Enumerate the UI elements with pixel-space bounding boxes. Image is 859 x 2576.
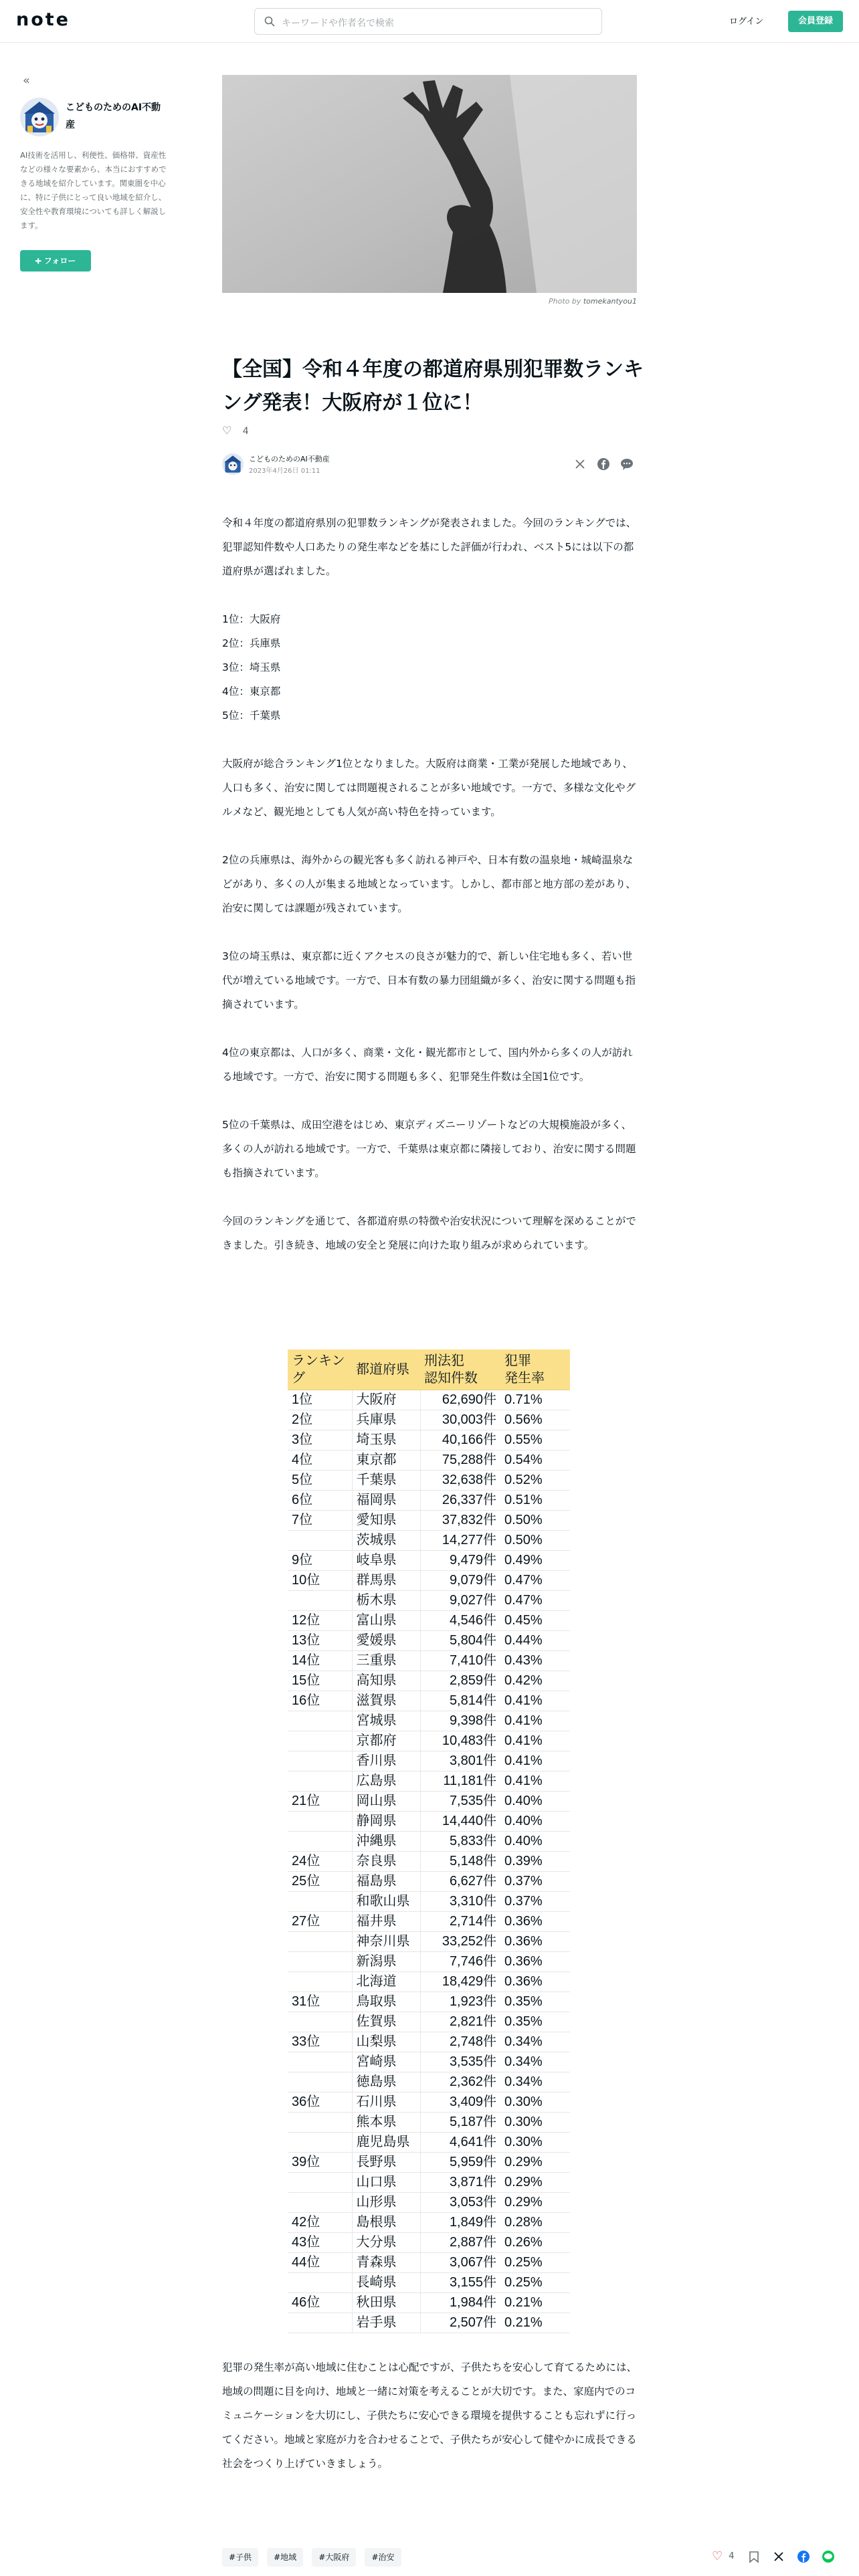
table-row — [288, 1691, 570, 1711]
byline-author-name[interactable]: こどものためのAI不動産 — [249, 455, 330, 463]
cell-prefecture: 鳥取県 — [352, 1992, 420, 2012]
cell-crime-count: 40,166件 — [420, 1430, 500, 1450]
cell-rank: 12位 — [288, 1610, 352, 1630]
table-row — [288, 2072, 570, 2092]
cell-prefecture: 佐賀県 — [352, 2012, 420, 2032]
cell-crime-rate: 0.45% — [500, 1610, 570, 1630]
cell-crime-rate: 0.40% — [500, 1811, 570, 1831]
table-row — [288, 1811, 570, 1831]
cell-rank — [288, 1891, 352, 1911]
cell-crime-rate: 0.28% — [500, 2212, 570, 2232]
photo-credit-prefix: Photo by — [548, 297, 581, 306]
cell-rank — [288, 1731, 352, 1751]
tag-chip[interactable]: #大阪府 — [312, 2548, 356, 2567]
cell-rank — [288, 1931, 352, 1951]
header-prefecture: 都道府県 — [352, 1350, 420, 1390]
cell-rank: 36位 — [288, 2092, 352, 2112]
cell-rank — [288, 1811, 352, 1831]
table-row — [288, 1510, 570, 1530]
cell-crime-count: 62,690件 — [420, 1390, 500, 1410]
cell-rank: 31位 — [288, 1992, 352, 2012]
table-row — [288, 1711, 570, 1731]
table-row — [288, 1992, 570, 2012]
table-row — [288, 1951, 570, 1971]
cell-crime-rate: 0.30% — [500, 2092, 570, 2112]
cell-crime-rate: 0.40% — [500, 1831, 570, 1851]
cell-crime-count: 3,155件 — [420, 2272, 500, 2292]
cell-crime-count: 18,429件 — [420, 1971, 500, 1992]
cell-rank: 5位 — [288, 1470, 352, 1490]
cell-prefecture: 愛知県 — [352, 1510, 420, 1530]
header-crime-count: 刑法犯 認知件数 — [420, 1350, 500, 1390]
cell-crime-count: 14,277件 — [420, 1530, 500, 1550]
table-row — [288, 1871, 570, 1891]
follow-button[interactable] — [20, 250, 91, 272]
cell-prefecture: 高知県 — [352, 1671, 420, 1691]
cell-prefecture: 岩手県 — [352, 2313, 420, 2333]
cell-prefecture: 岐阜県 — [352, 1550, 420, 1570]
table-row — [288, 2212, 570, 2232]
cell-prefecture: 熊本県 — [352, 2112, 420, 2132]
cell-crime-count: 5,148件 — [420, 1851, 500, 1871]
cell-prefecture: 長崎県 — [352, 2272, 420, 2292]
cell-rank — [288, 2192, 352, 2212]
tag-chip[interactable]: #治安 — [365, 2548, 401, 2567]
cell-crime-rate: 0.37% — [500, 1871, 570, 1891]
closing-paragraph: 犯罪の発生率が高い地域に住むことは心配ですが、子供たちを安心して育てるためには、地域の問題に目を向け、地域と一緒に対策を考えることが大切です。また、家庭内でのコミュニケーションを大切にし、子供たちに安心できる環境を提供することも忘れずに行ってください。地域と家庭が力を合わせることで、子供たちが安心して健やかに成長できる社会をつくり上げていきましょう。 — [222, 2361, 638, 2470]
table-row — [288, 2272, 570, 2292]
tag-list — [222, 2548, 407, 2567]
cell-crime-count: 2,859件 — [420, 1671, 500, 1691]
byline-date: 2023年4月26日 01:11 — [249, 467, 320, 475]
login-link[interactable]: ログイン — [729, 17, 764, 27]
cell-rank: 3位 — [288, 1430, 352, 1450]
cell-rank: 9位 — [288, 1550, 352, 1570]
table-row — [288, 1791, 570, 1811]
table-row — [288, 2172, 570, 2192]
cell-prefecture: 山口県 — [352, 2172, 420, 2192]
hero-image — [222, 75, 637, 293]
cell-prefecture: 京都府 — [352, 1731, 420, 1751]
cell-crime-count: 3,871件 — [420, 2172, 500, 2192]
cell-rank: 44位 — [288, 2252, 352, 2272]
cell-crime-rate: 0.54% — [500, 1450, 570, 1470]
cell-crime-count: 3,409件 — [420, 2092, 500, 2112]
cell-prefecture: 兵庫県 — [352, 1410, 420, 1430]
cell-crime-rate: 0.29% — [500, 2152, 570, 2172]
cell-crime-count: 7,410件 — [420, 1650, 500, 1671]
author-bio: AI技術を活用し、利便性、価格帯、資産性などの様々な要素から、本当におすすめできる地域を紹介しています。関東圏を中心に、特に子供にとって良い地域を紹介し、安全性や教育環境についても詳しく解説します。 — [20, 150, 167, 230]
x-logo-icon[interactable] — [573, 457, 587, 471]
cell-prefecture: 神奈川県 — [352, 1931, 420, 1951]
chevron-double-left-icon[interactable]: « — [23, 74, 31, 88]
cell-crime-rate: 0.51% — [500, 1490, 570, 1510]
cell-rank — [288, 1951, 352, 1971]
header-crime-rate: 犯罪 発生率 — [500, 1350, 570, 1390]
cell-crime-count: 2,507件 — [420, 2313, 500, 2333]
cell-crime-count: 5,959件 — [420, 2152, 500, 2172]
table-row — [288, 2112, 570, 2132]
photo-credit-name[interactable]: tomekantyou1 — [583, 297, 637, 306]
cell-crime-count: 9,479件 — [420, 1550, 500, 1570]
cell-prefecture: 北海道 — [352, 1971, 420, 1992]
cell-rank — [288, 2172, 352, 2192]
comment-icon[interactable] — [619, 457, 634, 471]
byline-avatar[interactable] — [222, 453, 244, 475]
cell-crime-rate: 0.36% — [500, 1971, 570, 1992]
body-paragraph: 2位の兵庫県は、海外からの観光客も多く訪れる神戸や、日本有数の温泉地・城崎温泉などがあり、多くの人が集まる地域となっています。しかし、都市部と地方部の差があり、治安に関しては課題が残されています。 — [222, 854, 636, 914]
table-row — [288, 1610, 570, 1630]
top5-item: 2位：兵庫県 — [222, 637, 281, 649]
table-row — [288, 1650, 570, 1671]
cell-crime-rate: 0.47% — [500, 1570, 570, 1590]
table-row — [288, 2252, 570, 2272]
footer-like-count: 4 — [729, 2551, 735, 2561]
cell-crime-count: 7,746件 — [420, 1951, 500, 1971]
cell-crime-count: 9,079件 — [420, 1570, 500, 1590]
facebook-icon[interactable] — [797, 2550, 810, 2563]
cell-crime-rate: 0.41% — [500, 1731, 570, 1751]
cell-crime-rate: 0.52% — [500, 1470, 570, 1490]
cell-rank: 1位 — [288, 1390, 352, 1410]
cell-prefecture: 山形県 — [352, 2192, 420, 2212]
cell-crime-count: 2,714件 — [420, 1911, 500, 1931]
cell-crime-rate: 0.29% — [500, 2192, 570, 2212]
cell-prefecture: 三重県 — [352, 1650, 420, 1671]
cell-crime-rate: 0.37% — [500, 1891, 570, 1911]
cell-rank — [288, 2112, 352, 2132]
cell-crime-count: 5,187件 — [420, 2112, 500, 2132]
cell-rank — [288, 1751, 352, 1771]
like-count: 4 — [242, 426, 249, 437]
body-paragraph: 今回のランキングを通じて、各都道府県の特徴や治安状況について理解を深めることができました。引き続き、地域の安全と発展に向けた取り組みが求められています。 — [222, 1215, 636, 1251]
cell-crime-count: 2,887件 — [420, 2232, 500, 2252]
cell-prefecture: 福井県 — [352, 1911, 420, 1931]
cell-prefecture: 広島県 — [352, 1771, 420, 1791]
table-row — [288, 2032, 570, 2052]
body-paragraph: 大阪府が総合ランキング1位となりました。大阪府は商業・工業が発展した地域であり、人口も多く、治安に関しては問題視されることが多い地域です。一方で、多様な文化やグルメなど、観光地としても人気が高い特色を持っています。 — [222, 758, 636, 818]
cell-prefecture: 山梨県 — [352, 2032, 420, 2052]
cell-crime-rate: 0.41% — [500, 1711, 570, 1731]
cell-rank: 43位 — [288, 2232, 352, 2252]
table-row — [288, 1771, 570, 1791]
cell-prefecture: 沖縄県 — [352, 1831, 420, 1851]
cell-prefecture: 滋賀県 — [352, 1691, 420, 1711]
cell-prefecture: 宮崎県 — [352, 2052, 420, 2072]
photo-credit — [222, 297, 637, 306]
cell-rank — [288, 1711, 352, 1731]
search-box[interactable] — [254, 8, 602, 35]
cell-prefecture: 大分県 — [352, 2232, 420, 2252]
cell-prefecture: 島根県 — [352, 2212, 420, 2232]
cell-prefecture: 福岡県 — [352, 1490, 420, 1510]
table-row — [288, 1590, 570, 1610]
table-row — [288, 1450, 570, 1470]
cell-rank — [288, 2132, 352, 2152]
cell-crime-rate: 0.36% — [500, 1911, 570, 1931]
cell-rank — [288, 1771, 352, 1791]
bookmark-icon[interactable] — [747, 2550, 761, 2563]
cell-prefecture: 富山県 — [352, 1610, 420, 1630]
cell-crime-count: 1,849件 — [420, 2212, 500, 2232]
top5-item: 4位：東京都 — [222, 685, 281, 697]
table-row — [288, 1490, 570, 1510]
table-row — [288, 1931, 570, 1951]
cell-prefecture: 岡山県 — [352, 1791, 420, 1811]
cell-prefecture: 石川県 — [352, 2092, 420, 2112]
cell-crime-rate: 0.42% — [500, 1671, 570, 1691]
site-header — [0, 0, 859, 43]
x-logo-icon[interactable] — [772, 2550, 785, 2563]
intro-paragraph: 令和４年度の都道府県別の犯罪数ランキングが発表されました。今回のランキングでは、犯罪認知件数や人口あたりの発生率などを基にした評価が行われ、ベスト5には以下の都道府県が選ばれました。 — [222, 517, 637, 577]
cell-prefecture: 青森県 — [352, 2252, 420, 2272]
like-counter[interactable] — [222, 424, 249, 437]
cell-rank: 4位 — [288, 1450, 352, 1470]
ranking-table — [288, 1350, 570, 2333]
cell-rank: 24位 — [288, 1851, 352, 1871]
cell-rank — [288, 2012, 352, 2032]
cell-crime-count: 3,801件 — [420, 1751, 500, 1771]
cell-rank: 15位 — [288, 1671, 352, 1691]
cell-prefecture: 茨城県 — [352, 1530, 420, 1550]
cell-rank: 33位 — [288, 2032, 352, 2052]
table-row — [288, 1671, 570, 1691]
cell-crime-rate: 0.30% — [500, 2112, 570, 2132]
cell-rank — [288, 2313, 352, 2333]
cell-crime-rate: 0.25% — [500, 2272, 570, 2292]
table-row — [288, 2012, 570, 2032]
cell-prefecture: 秋田県 — [352, 2292, 420, 2313]
table-row — [288, 1410, 570, 1430]
cell-crime-rate: 0.29% — [500, 2172, 570, 2192]
cell-crime-rate: 0.43% — [500, 1650, 570, 1671]
cell-prefecture: 香川県 — [352, 1751, 420, 1771]
heart-icon[interactable]: ♡ — [222, 424, 232, 437]
user-plus-icon: ➕︎ — [35, 256, 41, 265]
cell-prefecture: 千葉県 — [352, 1470, 420, 1490]
table-row — [288, 2052, 570, 2072]
share-icons — [567, 457, 637, 471]
cell-crime-rate: 0.34% — [500, 2032, 570, 2052]
cell-rank: 6位 — [288, 1490, 352, 1510]
cell-crime-rate: 0.34% — [500, 2072, 570, 2092]
table-row — [288, 1851, 570, 1871]
body-paragraph: 3位の埼玉県は、東京都に近くアクセスの良さが魅力的で、新しい住宅地も多く、若い世代が増えている地域です。一方で、日本有数の暴力団組織が多く、治安に関する問題も指摘されています。 — [222, 950, 636, 1010]
cell-rank: 2位 — [288, 1410, 352, 1430]
cell-prefecture: 長野県 — [352, 2152, 420, 2172]
cell-rank: 10位 — [288, 1570, 352, 1590]
table-row — [288, 1550, 570, 1570]
cell-prefecture: 群馬県 — [352, 1570, 420, 1590]
cell-rank — [288, 2052, 352, 2072]
cell-crime-count: 1,923件 — [420, 1992, 500, 2012]
cell-crime-rate: 0.55% — [500, 1430, 570, 1450]
table-row — [288, 2152, 570, 2172]
cell-rank: 7位 — [288, 1510, 352, 1530]
cell-rank — [288, 2072, 352, 2092]
cell-crime-count: 3,535件 — [420, 2052, 500, 2072]
follow-label: フォロー — [43, 256, 76, 265]
table-row — [288, 1891, 570, 1911]
line-icon[interactable] — [822, 2550, 835, 2563]
cell-crime-rate: 0.36% — [500, 1931, 570, 1951]
cell-crime-rate: 0.50% — [500, 1510, 570, 1530]
cell-prefecture: 鹿児島県 — [352, 2132, 420, 2152]
cell-crime-rate: 0.71% — [500, 1390, 570, 1410]
cell-crime-rate: 0.41% — [500, 1751, 570, 1771]
cell-crime-count: 7,535件 — [420, 1791, 500, 1811]
cell-prefecture: 宮城県 — [352, 1711, 420, 1731]
cell-crime-count: 9,027件 — [420, 1590, 500, 1610]
cell-crime-count: 9,398件 — [420, 1711, 500, 1731]
table-row — [288, 1530, 570, 1550]
cell-crime-count: 33,252件 — [420, 1931, 500, 1951]
cell-rank: 27位 — [288, 1911, 352, 1931]
cell-prefecture: 徳島県 — [352, 2072, 420, 2092]
cell-crime-count: 14,440件 — [420, 1811, 500, 1831]
cell-crime-rate: 0.56% — [500, 1410, 570, 1430]
cell-crime-rate: 0.34% — [500, 2052, 570, 2072]
cell-crime-count: 3,067件 — [420, 2252, 500, 2272]
cell-crime-rate: 0.40% — [500, 1791, 570, 1811]
table-row — [288, 1630, 570, 1650]
cell-rank — [288, 1530, 352, 1550]
table-row — [288, 1751, 570, 1771]
table-row — [288, 1731, 570, 1751]
cell-crime-count: 75,288件 — [420, 1450, 500, 1470]
cell-crime-rate: 0.26% — [500, 2232, 570, 2252]
cell-crime-count: 6,627件 — [420, 1871, 500, 1891]
cell-rank: 42位 — [288, 2212, 352, 2232]
cell-crime-count: 4,546件 — [420, 1610, 500, 1630]
cell-crime-count: 26,337件 — [420, 1490, 500, 1510]
cell-rank: 13位 — [288, 1630, 352, 1650]
cell-crime-count: 4,641件 — [420, 2132, 500, 2152]
cell-rank: 39位 — [288, 2152, 352, 2172]
tag-chip[interactable]: #地域 — [267, 2548, 303, 2567]
author-avatar[interactable] — [20, 98, 59, 136]
table-row — [288, 2232, 570, 2252]
heart-icon[interactable]: ♡ — [712, 2549, 723, 2563]
cell-crime-count: 32,638件 — [420, 1470, 500, 1490]
cell-rank: 16位 — [288, 1691, 352, 1711]
table-row — [288, 2092, 570, 2112]
cell-crime-rate: 0.39% — [500, 1851, 570, 1871]
cell-crime-rate: 0.21% — [500, 2292, 570, 2313]
cell-rank — [288, 1590, 352, 1610]
cell-prefecture: 栃木県 — [352, 1590, 420, 1610]
cell-crime-rate: 0.30% — [500, 2132, 570, 2152]
cell-crime-count: 5,833件 — [420, 1831, 500, 1851]
cell-prefecture: 埼玉県 — [352, 1430, 420, 1450]
cell-crime-rate: 0.25% — [500, 2252, 570, 2272]
cell-crime-count: 5,804件 — [420, 1630, 500, 1650]
cell-crime-count: 10,483件 — [420, 1731, 500, 1751]
search-input[interactable]: キーワードや作者名で検索 — [282, 18, 394, 29]
tag-chip[interactable]: #子供 — [222, 2548, 258, 2567]
table-row — [288, 1470, 570, 1490]
top5-item: 5位：千葉県 — [222, 710, 281, 722]
header-rank: ランキング — [288, 1350, 352, 1390]
cell-crime-count: 3,310件 — [420, 1891, 500, 1911]
table-row — [288, 1911, 570, 1931]
cell-crime-count: 37,832件 — [420, 1510, 500, 1530]
cell-rank: 21位 — [288, 1791, 352, 1811]
article-body — [222, 511, 637, 1281]
cell-crime-count: 3,053件 — [420, 2192, 500, 2212]
cell-rank: 14位 — [288, 1650, 352, 1671]
top5-item: 3位：埼玉県 — [222, 661, 281, 673]
body-paragraph: 5位の千葉県は、成田空港をはじめ、東京ディズニーリゾートなどの大規模施設が多く、多くの人が訪れる地域です。一方で、千葉県は東京都に隣接しており、治安に関する問題も指摘されています。 — [222, 1119, 636, 1179]
table-row — [288, 1390, 570, 1410]
table-row — [288, 1971, 570, 1992]
cell-crime-count: 2,821件 — [420, 2012, 500, 2032]
signup-button[interactable]: 会員登録 — [788, 11, 843, 32]
cell-crime-rate: 0.36% — [500, 1951, 570, 1971]
footer-actions — [712, 2549, 856, 2567]
cell-crime-count: 1,984件 — [420, 2292, 500, 2313]
cell-crime-count: 30,003件 — [420, 1410, 500, 1430]
cell-crime-rate: 0.49% — [500, 1550, 570, 1570]
cell-crime-rate: 0.44% — [500, 1630, 570, 1650]
note-logo[interactable]: note — [16, 9, 70, 30]
top5-list — [222, 607, 637, 728]
cell-prefecture: 東京都 — [352, 1450, 420, 1470]
cell-crime-rate: 0.35% — [500, 1992, 570, 2012]
cell-rank: 46位 — [288, 2292, 352, 2313]
body-paragraph: 4位の東京都は、人口が多く、商業・文化・観光都市として、国内外から多くの人が訪れる地域です。一方で、治安に関する問題も多く、犯罪発生件数は全国1位です。 — [222, 1047, 633, 1083]
author-name[interactable]: こどものためのAI不動産 — [66, 102, 161, 130]
cell-rank — [288, 1971, 352, 1992]
cell-prefecture: 福島県 — [352, 1871, 420, 1891]
cell-prefecture: 和歌山県 — [352, 1891, 420, 1911]
table-header-row — [288, 1350, 570, 1390]
article-title: 【全国】令和４年度の都道府県別犯罪数ランキング発表！大阪府が１位に！ — [222, 358, 644, 415]
cell-crime-count: 2,748件 — [420, 2032, 500, 2052]
table-row — [288, 1430, 570, 1450]
cell-rank — [288, 1831, 352, 1851]
cell-crime-count: 5,814件 — [420, 1691, 500, 1711]
cell-rank: 25位 — [288, 1871, 352, 1891]
cell-prefecture: 静岡県 — [352, 1811, 420, 1831]
cell-crime-rate: 0.41% — [500, 1691, 570, 1711]
table-row — [288, 1570, 570, 1590]
cell-crime-rate: 0.35% — [500, 2012, 570, 2032]
cell-crime-count: 11,181件 — [420, 1771, 500, 1791]
table-row — [288, 2192, 570, 2212]
table-row — [288, 2292, 570, 2313]
cell-crime-rate: 0.21% — [500, 2313, 570, 2333]
cell-prefecture: 大阪府 — [352, 1390, 420, 1410]
cell-crime-count: 2,362件 — [420, 2072, 500, 2092]
table-row — [288, 1831, 570, 1851]
cell-crime-rate: 0.41% — [500, 1771, 570, 1791]
cell-rank — [288, 2272, 352, 2292]
facebook-icon[interactable] — [596, 457, 611, 471]
cell-crime-rate: 0.47% — [500, 1590, 570, 1610]
table-row — [288, 2132, 570, 2152]
cell-crime-rate: 0.50% — [500, 1530, 570, 1550]
search-icon — [264, 16, 275, 27]
top5-item: 1位：大阪府 — [222, 613, 281, 625]
table-row — [288, 2313, 570, 2333]
cell-prefecture: 奈良県 — [352, 1851, 420, 1871]
cell-prefecture: 愛媛県 — [352, 1630, 420, 1650]
cell-prefecture: 新潟県 — [352, 1951, 420, 1971]
